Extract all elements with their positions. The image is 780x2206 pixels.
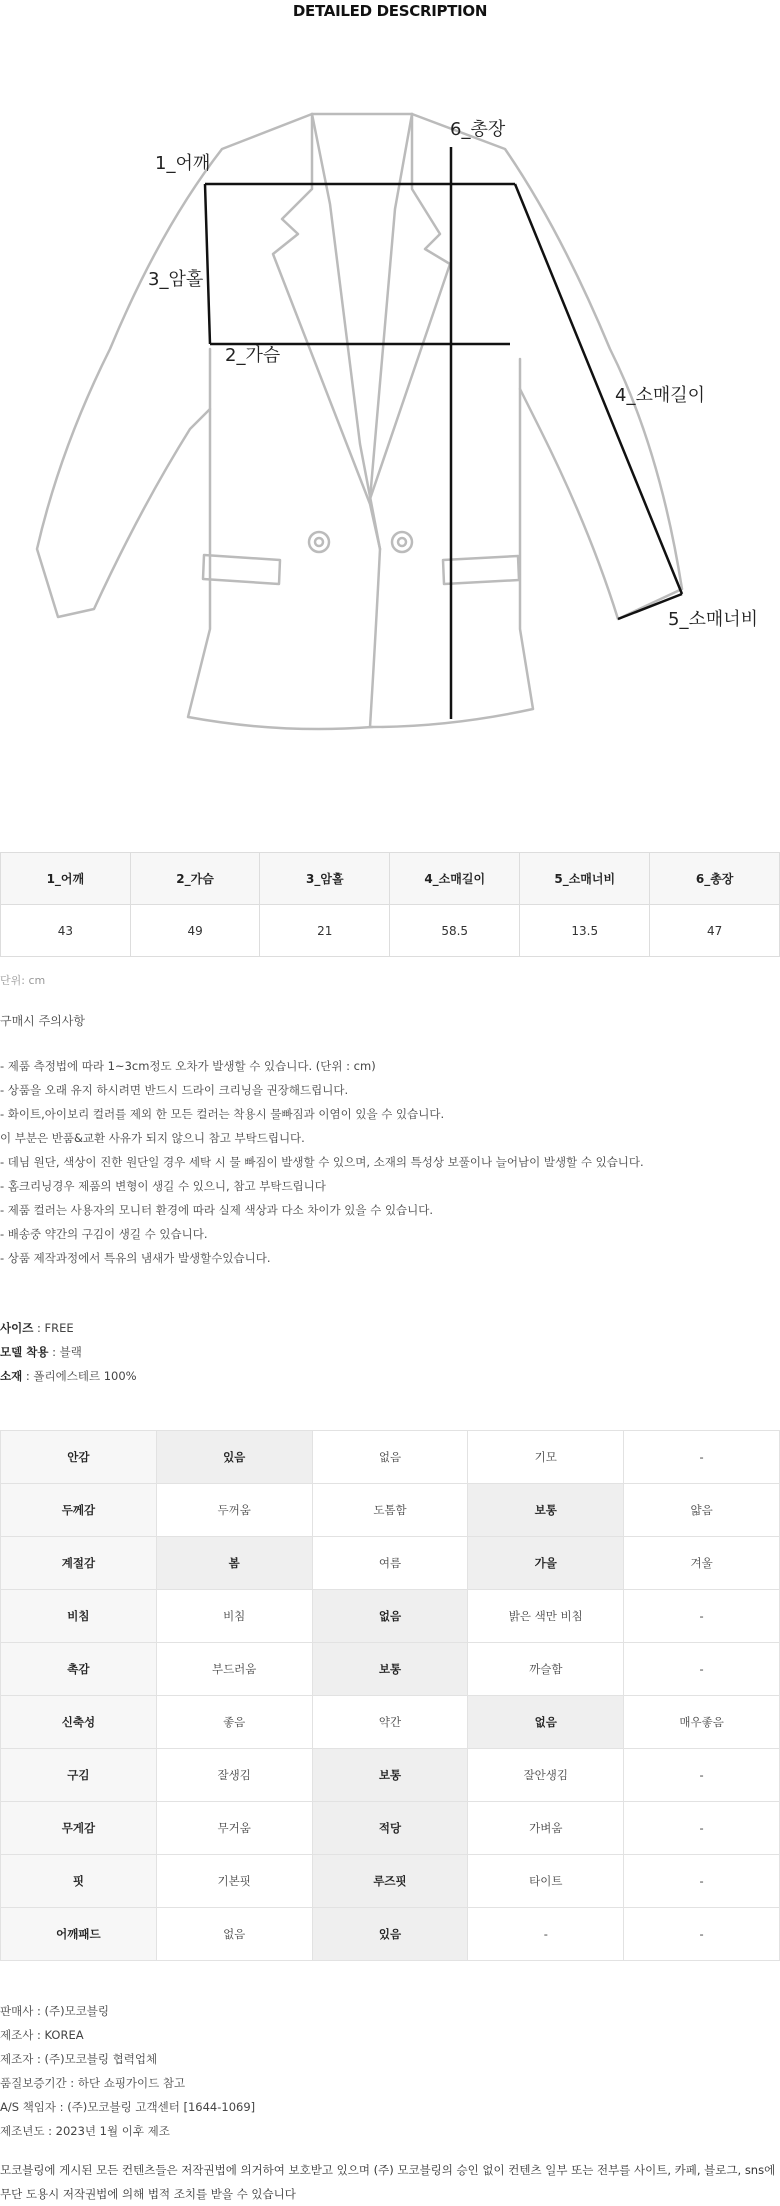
spec-value: : 폴리에스테르 100% bbox=[22, 1369, 137, 1383]
attribute-row bbox=[1, 1855, 780, 1908]
attribute-option-selected: 없음 bbox=[468, 1696, 624, 1749]
attribute-option-selected: 봄 bbox=[156, 1537, 312, 1590]
spec-label: 소재 bbox=[0, 1369, 23, 1383]
attribute-name: 신축성 bbox=[1, 1696, 157, 1749]
spec-item-model bbox=[0, 1340, 780, 1364]
size-value-cell: 21 bbox=[260, 905, 390, 957]
attribute-option: 기본핏 bbox=[156, 1855, 312, 1908]
label-sleeve-length: 4_소매길이 bbox=[615, 385, 706, 406]
size-value-cell: 13.5 bbox=[520, 905, 650, 957]
size-header-cell: 3_암홀 bbox=[260, 853, 390, 905]
attribute-option: 까슬함 bbox=[468, 1643, 624, 1696]
unit-note: 단위: cm bbox=[0, 974, 46, 987]
info-item: A/S 책임자 : (주)모코블링 고객센터 [1644-1069] bbox=[0, 2100, 256, 2114]
attribute-option: - bbox=[624, 1855, 780, 1908]
attribute-option-selected: 있음 bbox=[312, 1908, 468, 1961]
attribute-option: 기모 bbox=[468, 1431, 624, 1484]
jacket-illustration bbox=[0, 29, 780, 819]
notice-item: - 데님 원단, 색상이 진한 원단일 경우 세탁 시 물 빠짐이 발생할 수 있으며, 소재의 특성상 보풀이나 늘어남이 발생할 수 있습니다. bbox=[0, 1155, 644, 1169]
spec-value: : FREE bbox=[33, 1321, 74, 1335]
info-item: 제조자 : (주)모코블링 협력업체 bbox=[0, 2052, 158, 2066]
spec-label: 모델 착용 bbox=[0, 1345, 49, 1359]
attribute-name: 계절감 bbox=[1, 1537, 157, 1590]
attribute-row bbox=[1, 1696, 780, 1749]
attribute-option-selected: 보통 bbox=[468, 1484, 624, 1537]
notice-item: - 화이트,아이보리 컬러를 제외 한 모든 컬러는 착용시 물빠짐과 이염이 있을 수 있습니다. bbox=[0, 1107, 445, 1121]
copyright-notice: 모코블링에 게시된 모든 컨텐츠들은 저작권법에 의거하여 보호받고 있으며 (주) 모코블링의 승인 없이 컨텐츠 일부 또는 전부를 사이트, 카페, 블로그, sns에 무단 도용시 저작권법에 의해 법적 조치를 받을 수 있습니다 bbox=[0, 2163, 776, 2201]
info-item: 품질보증기간 : 하단 쇼핑가이드 참고 bbox=[0, 2076, 186, 2090]
attribute-row bbox=[1, 1484, 780, 1537]
attribute-option: 도톰함 bbox=[312, 1484, 468, 1537]
info-item: 제조년도 : 2023년 1월 이후 제조 bbox=[0, 2124, 170, 2138]
attribute-option: - bbox=[468, 1908, 624, 1961]
page-title: DETAILED DESCRIPTION bbox=[292, 2, 488, 20]
attribute-name: 안감 bbox=[1, 1431, 157, 1484]
attribute-row bbox=[1, 1802, 780, 1855]
attribute-name: 무게감 bbox=[1, 1802, 157, 1855]
notice-title: 구매시 주의사항 bbox=[0, 1014, 85, 1028]
attribute-option-selected: 루즈핏 bbox=[312, 1855, 468, 1908]
product-info-list bbox=[0, 1999, 780, 2143]
attribute-name: 어깨패드 bbox=[1, 1908, 157, 1961]
attribute-name: 촉감 bbox=[1, 1643, 157, 1696]
attribute-row bbox=[1, 1590, 780, 1643]
attribute-row bbox=[1, 1643, 780, 1696]
spec-label: 사이즈 bbox=[0, 1321, 34, 1335]
attribute-option: 매우좋음 bbox=[624, 1696, 780, 1749]
attribute-row bbox=[1, 1908, 780, 1961]
spec-item-material bbox=[0, 1364, 780, 1388]
attribute-row bbox=[1, 1431, 780, 1484]
attribute-option-selected: 있음 bbox=[156, 1431, 312, 1484]
notice-item: - 홈크리닝경우 제품의 변형이 생길 수 있으니, 참고 부탁드립니다 bbox=[0, 1179, 326, 1193]
attribute-option: - bbox=[624, 1749, 780, 1802]
attribute-option-selected: 보통 bbox=[312, 1749, 468, 1802]
size-value-cell: 58.5 bbox=[390, 905, 520, 957]
notice-item: - 제품 컬러는 사용자의 모니터 환경에 따라 실제 색상과 다소 차이가 있을 수 있습니다. bbox=[0, 1203, 434, 1217]
attribute-option: 타이트 bbox=[468, 1855, 624, 1908]
attribute-option: 두꺼움 bbox=[156, 1484, 312, 1537]
label-chest: 2_가슴 bbox=[225, 345, 281, 366]
attribute-option-selected: 적당 bbox=[312, 1802, 468, 1855]
spec-list bbox=[0, 1316, 780, 1388]
measurement-diagram bbox=[0, 29, 780, 819]
size-value-cell: 47 bbox=[650, 905, 780, 957]
info-item: 판매사 : (주)모코블링 bbox=[0, 2004, 110, 2018]
attribute-option: 가벼움 bbox=[468, 1802, 624, 1855]
armhole-measure-line bbox=[205, 184, 210, 344]
attribute-option: 부드러움 bbox=[156, 1643, 312, 1696]
attribute-option: 잘생김 bbox=[156, 1749, 312, 1802]
attribute-option: 여름 bbox=[312, 1537, 468, 1590]
size-header-cell: 4_소매길이 bbox=[390, 853, 520, 905]
label-sleeve-width: 5_소매너비 bbox=[668, 609, 759, 630]
attribute-option: 겨울 bbox=[624, 1537, 780, 1590]
label-total-length: 6_총장 bbox=[450, 119, 506, 140]
attribute-option: 비침 bbox=[156, 1590, 312, 1643]
notice-item: 이 부분은 반품&교환 사유가 되지 않으니 참고 부탁드립니다. bbox=[0, 1131, 305, 1145]
size-header-cell: 5_소매너비 bbox=[520, 853, 650, 905]
attribute-option: - bbox=[624, 1908, 780, 1961]
attribute-table bbox=[0, 1430, 780, 1961]
attribute-option: 얇음 bbox=[624, 1484, 780, 1537]
attribute-name: 핏 bbox=[1, 1855, 157, 1908]
attribute-option: - bbox=[624, 1590, 780, 1643]
attribute-option: 밝은 색만 비침 bbox=[468, 1590, 624, 1643]
attribute-option: 약간 bbox=[312, 1696, 468, 1749]
size-header-cell: 6_총장 bbox=[650, 853, 780, 905]
notice-item: - 상품을 오래 유지 하시려면 반드시 드라이 크리닝을 권장해드립니다. bbox=[0, 1083, 349, 1097]
attribute-row bbox=[1, 1749, 780, 1802]
attribute-option: 잘안생김 bbox=[468, 1749, 624, 1802]
attribute-name: 두께감 bbox=[1, 1484, 157, 1537]
notice-list bbox=[0, 1054, 780, 1270]
label-armhole: 3_암홀 bbox=[148, 269, 204, 290]
attribute-option-selected: 없음 bbox=[312, 1590, 468, 1643]
size-value-cell: 49 bbox=[130, 905, 260, 957]
attribute-option-selected: 가을 bbox=[468, 1537, 624, 1590]
info-item: 제조사 : KOREA bbox=[0, 2028, 84, 2042]
notice-item: - 배송중 약간의 구김이 생길 수 있습니다. bbox=[0, 1227, 208, 1241]
spec-item-size bbox=[0, 1316, 780, 1340]
attribute-option: 무거움 bbox=[156, 1802, 312, 1855]
size-value-cell: 43 bbox=[1, 905, 131, 957]
attribute-option: 없음 bbox=[312, 1431, 468, 1484]
attribute-option: 없음 bbox=[156, 1908, 312, 1961]
attribute-option: - bbox=[624, 1431, 780, 1484]
attribute-name: 구김 bbox=[1, 1749, 157, 1802]
attribute-option-selected: 보통 bbox=[312, 1643, 468, 1696]
attribute-row bbox=[1, 1537, 780, 1590]
size-header-cell: 2_가슴 bbox=[130, 853, 260, 905]
size-table bbox=[0, 852, 780, 957]
attribute-option: - bbox=[624, 1643, 780, 1696]
attribute-option: - bbox=[624, 1802, 780, 1855]
size-table-value-row bbox=[1, 905, 780, 957]
size-header-cell: 1_어깨 bbox=[1, 853, 131, 905]
spec-value: : 블랙 bbox=[48, 1345, 82, 1359]
label-shoulder: 1_어깨 bbox=[155, 153, 211, 174]
attribute-option: 좋음 bbox=[156, 1696, 312, 1749]
size-table-header-row bbox=[1, 853, 780, 905]
attribute-name: 비침 bbox=[1, 1590, 157, 1643]
notice-item: - 상품 제작과정에서 특유의 냄새가 발생할수있습니다. bbox=[0, 1251, 271, 1265]
notice-item: - 제품 측정법에 따라 1~3cm정도 오차가 발생할 수 있습니다. (단위 : cm) bbox=[0, 1059, 376, 1073]
